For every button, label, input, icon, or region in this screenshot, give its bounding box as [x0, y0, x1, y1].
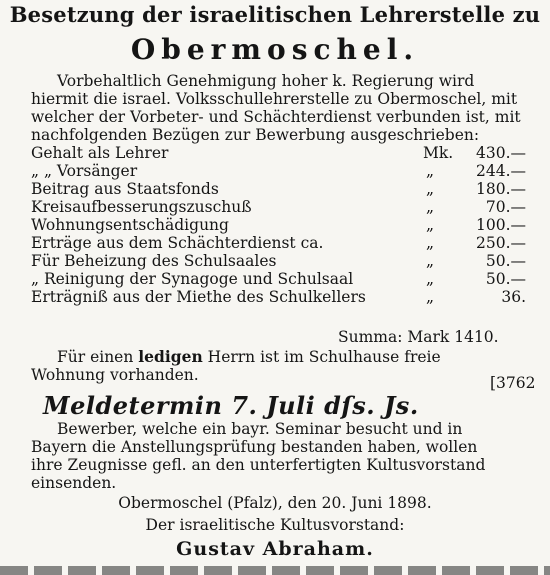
salary-row	[31, 234, 526, 252]
signature: Gustav Abraham.	[176, 538, 374, 560]
ditto-mark: „	[426, 180, 435, 198]
salary-label: Gehalt als Lehrer	[31, 144, 169, 162]
salary-row	[31, 288, 526, 306]
ditto-mark: „	[426, 288, 435, 306]
reference-number: [3762	[490, 374, 536, 392]
salary-total: Summa: Mark 1410.	[338, 328, 499, 346]
application-deadline: Meldetermin 7. Juli dſs. Js.	[43, 391, 419, 420]
salary-amount: 250.—	[475, 234, 526, 252]
ditto-mark: „	[426, 162, 435, 180]
housing-text: Herrn ist im Schulhause freie	[207, 348, 441, 366]
intro-line: welcher der Vorbeter- und Schächterdienst verbunden ist, mit	[31, 108, 521, 126]
salary-amount: 70.—	[485, 198, 526, 216]
ditto-mark: „	[426, 216, 435, 234]
applicant-line: ihre Zeugnisse gefl. an den unterfertigten Kultusvorstand	[31, 456, 486, 474]
salary-label: Beitrag aus Staatsfonds	[31, 180, 219, 198]
salary-row	[31, 198, 526, 216]
salary-row	[31, 252, 526, 270]
salary-label: Für Beheizung des Schulsaales	[31, 252, 277, 270]
salary-row	[31, 270, 526, 288]
currency-label: Mk.	[423, 144, 454, 162]
salary-amount: 36.	[501, 288, 526, 306]
housing-text: Für einen	[57, 348, 134, 366]
salary-row	[31, 144, 526, 162]
housing-emphasis: ledigen	[138, 347, 203, 366]
housing-line	[57, 348, 441, 366]
salary-amount: 50.—	[485, 270, 526, 288]
ditto-mark: „	[426, 270, 435, 288]
salary-row	[31, 180, 526, 198]
board-name: Der israelitische Kultusvorstand:	[145, 516, 405, 534]
headline: Besetzung der israelitischen Lehrerstelle zu	[9, 2, 541, 27]
salary-amount: 50.—	[485, 252, 526, 270]
salary-amount: 244.—	[475, 162, 526, 180]
salary-label: Wohnungsentschädigung	[31, 216, 229, 234]
salary-amount: 430.—	[475, 144, 526, 162]
intro-line: hiermit die israel. Volksschullehrerstelle zu Obermoschel, mit	[31, 90, 518, 108]
headline-place: Obermoschel.	[130, 33, 420, 66]
next-ad-cutoff	[0, 566, 550, 575]
salary-label: Kreisaufbesserungszuschuß	[31, 198, 252, 216]
salary-label: „ Reinigung der Synagoge und Schulsaal	[31, 270, 354, 288]
housing-line: Wohnung vorhanden.	[31, 366, 199, 384]
ditto-mark: „	[426, 252, 435, 270]
place-date: Obermoschel (Pfalz), den 20. Juni 1898.	[118, 494, 432, 512]
applicant-line: Bayern die Anstellungsprüfung bestanden haben, wollen	[31, 438, 478, 456]
salary-label: Erträgniß aus der Miethe des Schulkellers	[31, 288, 366, 306]
ditto-mark: „	[426, 198, 435, 216]
salary-row	[31, 216, 526, 234]
salary-label: „ „ Vorsänger	[31, 162, 138, 180]
salary-amount: 180.—	[475, 180, 526, 198]
salary-label: Erträge aus dem Schächterdienst ca.	[31, 234, 324, 252]
ditto-mark: „	[426, 234, 435, 252]
salary-amount: 100.—	[475, 216, 526, 234]
intro-line: Vorbehaltlich Genehmigung hoher k. Regierung wird	[57, 72, 475, 90]
intro-line: nachfolgenden Bezügen zur Bewerbung ausgeschrieben:	[31, 126, 480, 144]
applicant-line: Bewerber, welche ein bayr. Seminar besucht und in	[57, 420, 463, 438]
salary-row	[31, 162, 526, 180]
applicant-line: einsenden.	[31, 474, 117, 492]
